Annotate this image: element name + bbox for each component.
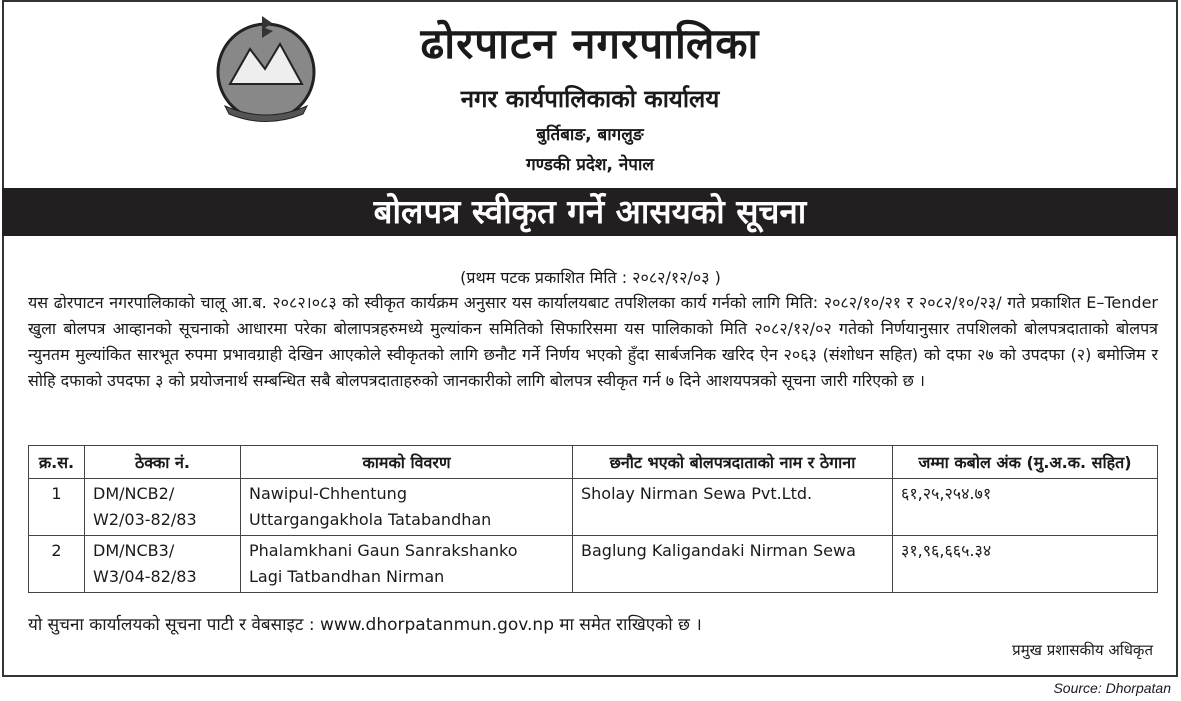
nepal-emblem-icon	[205, 14, 327, 126]
cell-sn: 1	[29, 479, 85, 536]
col-sn: क्र.स.	[29, 446, 85, 479]
cell-sn: 2	[29, 536, 85, 593]
col-description: कामको विवरण	[241, 446, 573, 479]
desc-line: Nawipul-Chhentung	[249, 484, 407, 503]
source-caption: Source: Dhorpatan	[1053, 680, 1171, 696]
desc-line: Uttargangakhola Tatabandhan	[249, 510, 492, 529]
address: बुर्तिबाङ, बागलुङ	[536, 125, 644, 145]
cell-description	[241, 479, 573, 536]
contract-line: DM/NCB3/	[93, 541, 175, 560]
contract-line: W2/03-82/83	[93, 510, 197, 529]
notice-title: बोलपत्र स्वीकृत गर्ने आसयको सूचना	[2, 188, 1178, 236]
col-contract: ठेक्का नं.	[85, 446, 241, 479]
cell-amount: ३१,९६,६६५.३४	[893, 536, 1158, 593]
table-header-row	[29, 446, 1158, 479]
table-row	[29, 536, 1158, 593]
cell-contract	[85, 479, 241, 536]
website-note: यो सुचना कार्यालयको सूचना पाटी र वेबसाइट : www.dhorpatanmun.gov.np मा समेत राखिएको छ ।	[28, 615, 702, 635]
office-name: नगर कार्यपालिकाको कार्यालय	[460, 85, 720, 113]
col-bidder: छनौट भएको बोलपत्रदाताको नाम र ठेगाना	[573, 446, 893, 479]
desc-line: Phalamkhani Gaun Sanrakshanko	[249, 541, 518, 560]
table-row	[29, 479, 1158, 536]
signatory: प्रमुख प्रशासकीय अधिकृत	[1012, 641, 1153, 659]
contract-line: W3/04-82/83	[93, 567, 197, 586]
notice-body: यस ढोरपाटन नगरपालिकाको चालू आ.ब. २०८२।०८३ को स्वीकृत कार्यक्रम अनुसार यस कार्यालयबाट तपशिलका कार्य गर्नको लागि मिति: २०८२/१०/२१ र २०८२/१०/२३/ गते प्रकाशित E–Tender खुला बोलपत्र आव्हानको सूचनाको आधारमा परेका बोलापत्रहरुमध्ये मुल्यांकन समितिको सिफारिसमा यस पालिकाको मिति २०८२/१२/०२ गतेको निर्णयानुसार तपशिलको बोलपत्रदाताको बोलपत्र न्युनतम मुल्यांकित सारभूत रुपमा प्रभावग्राही देखिन आएकोले स्वीकृतको लागि छनौट गर्ने निर्णय भएको हुँदा सार्बजनिक खरिद ऐन २०६३ (संशोधन सहित) को दफा २७ को उपदफा (२) बमोजिम र सोहि दफाको उपदफा ३ को प्रयोजनार्थ सम्बन्धित सबै बोलपत्रदाताहरुको जानकारीको लागि बोलपत्र स्वीकृत गर्न ७ दिने आशयपत्रको सूचना जारी गरिएको छ ।	[28, 293, 1158, 390]
cell-amount: ६१,२५,२५४.७१	[893, 479, 1158, 536]
municipality-title: ढोरपाटन नगरपालिका	[420, 19, 760, 68]
cell-bidder: Sholay Nirman Sewa Pvt.Ltd.	[573, 479, 893, 536]
province: गण्डकी प्रदेश, नेपाल	[526, 155, 654, 175]
contract-line: DM/NCB2/	[93, 484, 175, 503]
cell-contract	[85, 536, 241, 593]
publish-date: (प्रथम पटक प्रकाशित मिति : २०८२/१२/०३ )	[460, 268, 721, 287]
desc-line: Lagi Tatbandhan Nirman	[249, 567, 445, 586]
tender-table	[28, 445, 1158, 593]
cell-bidder: Baglung Kaligandaki Nirman Sewa	[573, 536, 893, 593]
cell-description	[241, 536, 573, 593]
col-amount: जम्मा कबोल अंक (मु.अ.क. सहित)	[893, 446, 1158, 479]
